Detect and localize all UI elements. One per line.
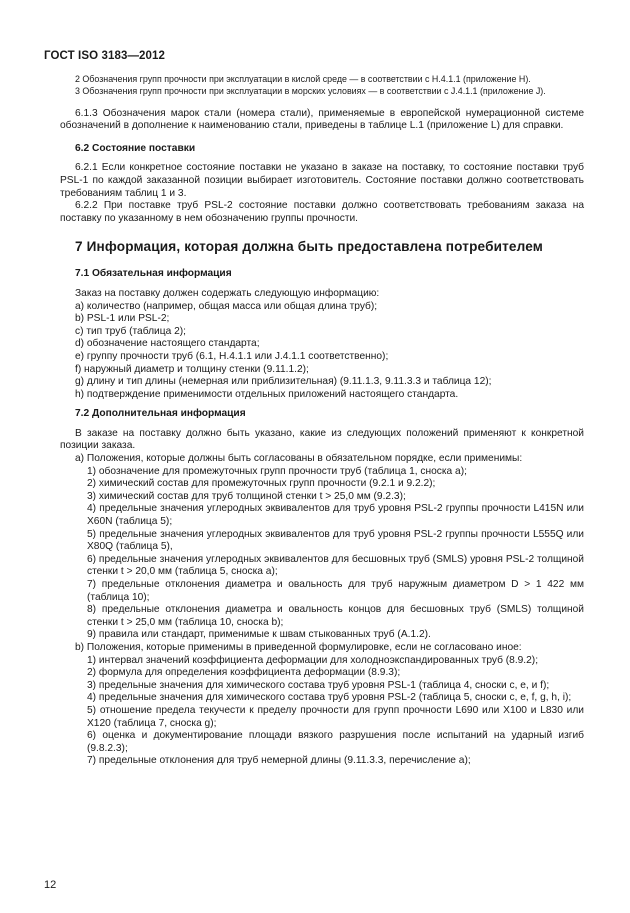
list-item: b) PSL-1 или PSL-2;	[75, 313, 170, 325]
note-3: 3 Обозначения групп прочности при эксплуатации в морских условиях — в соответствии с J.4.1.1 (приложение J).	[75, 85, 546, 96]
list-item: 6) оценка и документирование площади вязкого разрушения после испытаний на ударный изгиб (9.8.2.3);	[87, 730, 584, 754]
note-2: 2 Обозначения групп прочности при эксплуатации в кислой среде — в соответствии с Н.4.1.1 (приложение Н).	[75, 74, 531, 84]
paragraph-7-2-intro: В заказе на поставку должно быть указано, какие из следующих положений применяют к конкретной позиции заказа.	[60, 427, 584, 452]
list-item: 3) химический состав для труб толщиной стенки t > 25,0 мм (9.2.3);	[87, 490, 406, 502]
list-item: d) обозначение настоящего стандарта;	[75, 338, 260, 350]
paragraph-7-1-intro: Заказ на поставку должен содержать следующую информацию:	[75, 287, 380, 299]
list-item: 1) обозначение для промежуточных групп прочности труб (таблица 1, сноска а);	[87, 465, 467, 477]
paragraph-6-2-1: 6.2.1 Если конкретное состояние поставки не указано в заказе на поставку, то состояние поставки труб PSL-1 по каждой заказанной позиции выбирает изготовитель. Состояние поставки должно соответствовать требованиям таблиц 1 и 3.	[60, 162, 584, 199]
heading-7-2: 7.2 Дополнительная информация	[75, 408, 246, 420]
page-content	[60, 74, 584, 768]
list-item: 9) правила или стандарт, применимые к швам стыкованных труб (А.1.2).	[87, 629, 431, 641]
list-item: 1) интервал значений коэффициента деформации для холодноэкспандированных труб (8.9.2);	[87, 654, 539, 666]
list-item: a) количество (например, общая масса или общая длина труб);	[75, 300, 378, 312]
list-item: 2) химический состав для промежуточных групп прочности (9.2.1 и 9.2.2);	[87, 478, 436, 490]
list-item: 7) предельные отклонения для труб немерной длины (9.11.3.3, перечисление а);	[87, 755, 471, 767]
list-item: 6) предельные значения углеродных эквивалентов для бесшовных труб (SMLS) уровня PSL-2 толщиной стенки t > 20,0 мм (таблица 5, сноска а);	[87, 553, 584, 578]
list-b	[60, 655, 584, 768]
list-item: 2) формула для определения коэффициента деформации (8.9.3);	[87, 667, 401, 679]
list-item: g) длину и тип длины (немерная или приблизительная) (9.11.1.3, 9.11.3.3 и таблица 12);	[75, 376, 492, 388]
heading-6-2: 6.2 Состояние поставки	[75, 142, 196, 154]
list-item: h) подтверждение применимости отдельных приложений настоящего стандарта.	[75, 388, 459, 400]
list-item: 5) отношение предела текучести к пределу прочности для групп прочности L690 или X100 и L830 или X120 (таблица 7, сноска g);	[87, 704, 584, 729]
notes-block	[60, 74, 584, 98]
heading-section-7: 7 Информация, которая должна быть предоставлена потребителем	[75, 239, 543, 255]
paragraph-6-1-3: 6.1.3 Обозначения марок стали (номера стали), применяемые в европейской нумерационной системе обозначений в дополнение к наименованию стали, приведены в таблице L.1 (приложение L) для справки.	[60, 107, 584, 132]
list-item: 8) предельные отклонения диаметра и овальность концов для бесшовных труб (SMLS) толщиной стенки t > 25,0 мм (таблица 10, сноска b);	[87, 604, 584, 628]
page-header: ГОСТ ISO 3183—2012	[44, 50, 166, 62]
list-item: 3) предельные значения для химического состава труб уровня PSL-1 (таблица 4, сноски с, е, и f);	[87, 679, 550, 691]
heading-7-1: 7.1 Обязательная информация	[75, 268, 232, 280]
list-item: 4) предельные значения углеродных эквивалентов для труб уровня PSL-2 группы прочности L415N или X60N (таблица 5);	[87, 503, 584, 528]
list-item: 5) предельные значения углеродных эквивалентов для труб уровня PSL-2 группы прочности L555Q или X80Q (таблица 5),	[87, 528, 584, 553]
list-item: c) тип труб (таблица 2);	[75, 325, 186, 337]
list-a	[60, 466, 584, 642]
list-item: 4) предельные значения для химического состава труб уровня PSL-2 (таблица 5, сноски с, е, f, g, h, i);	[87, 692, 572, 704]
paragraph-6-2-2: 6.2.2 При поставке труб PSL-2 состояние поставки должно соответствовать требованиям заказа на поставку по указанному в нем обозначению группы прочности.	[60, 200, 584, 224]
page-number: 12	[44, 879, 57, 891]
list-item: e) группу прочности труб (6.1, Н.4.1.1 или J.4.1.1 соответственно);	[75, 350, 389, 362]
list-7-1	[60, 301, 584, 402]
list-item: f) наружный диаметр и толщину стенки (9.11.1.2);	[75, 363, 309, 375]
list-a-title: a) Положения, которые должны быть согласованы в обязательном порядке, если применимы:	[75, 453, 523, 465]
list-b-title: b) Положения, которые применимы в приведенной формулировке, если не согласовано иное:	[75, 641, 522, 653]
list-item: 7) предельные отклонения диаметра и овальность для труб наружным диаметром D > 1 422 мм (таблица 10);	[87, 579, 584, 603]
